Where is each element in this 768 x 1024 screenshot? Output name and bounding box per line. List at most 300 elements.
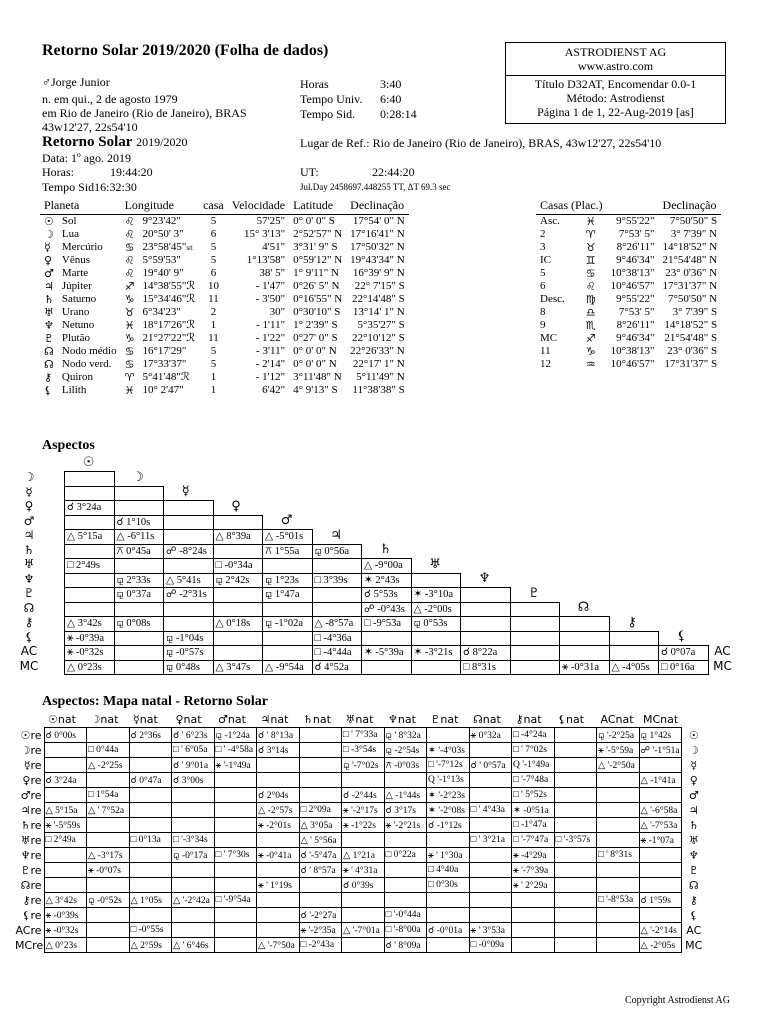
natal-aspect-cell: □ 2°49a xyxy=(44,833,87,848)
natal-aspect-cell: ⚼ -0°17a xyxy=(172,848,215,863)
positions-header: Longitude xyxy=(121,198,200,215)
aspect-cell: △ 3°42s xyxy=(64,616,115,632)
natal-aspect-cell: □ ' 7°02s xyxy=(512,743,555,758)
declination: 17°50'32" N xyxy=(350,241,405,253)
aspect-cell: ☌ 0°07a xyxy=(658,645,709,661)
aspect-cell: ⚼ 0°53s xyxy=(411,616,462,632)
natal-row-label: ☿re xyxy=(23,758,42,772)
house-label: 8 xyxy=(540,306,546,318)
return-tsid: Tempo Sid16:32:30 xyxy=(42,180,137,194)
natal-aspect-cell: □ -1°47a xyxy=(512,818,555,833)
sign-icon: ♑ xyxy=(124,293,135,306)
house-row xyxy=(536,332,721,345)
planet-row xyxy=(40,215,409,229)
house: 5 xyxy=(210,241,217,253)
house-longitude: 7°53' 5" xyxy=(618,306,655,318)
aspect-row-icon: ♇ xyxy=(23,586,35,600)
natal-aspect-cell: □ '-7°48a xyxy=(512,773,555,788)
natal-aspect-cell xyxy=(214,923,257,938)
natal-aspect-cell: ☌ 0°00s xyxy=(44,728,87,743)
latitude: 3°11'48" N xyxy=(293,371,342,383)
aspect-cell: △ 3°47s xyxy=(213,660,264,676)
natal-aspect-cell xyxy=(512,923,555,938)
natal-aspect-cell xyxy=(214,773,257,788)
longitude: 17°33'37" xyxy=(142,358,187,370)
sign-icon: ♌ xyxy=(124,267,135,280)
julian-day: Jul.Day 2458697.448255 TT, ΔT 69.3 sec xyxy=(300,182,451,192)
speed: - 2'14" xyxy=(255,358,286,370)
natal-aspect-cell: △ '-7°01a xyxy=(342,923,385,938)
natal-aspect-cell: ☌ 3°17s xyxy=(384,803,427,818)
positions-header: Planeta xyxy=(40,198,121,215)
aspect-cell xyxy=(312,558,363,574)
aspect-cell xyxy=(411,660,462,676)
natal-aspect-cell: ☌ 0°39s xyxy=(342,878,385,893)
aspect-cell xyxy=(460,616,511,632)
natal-aspect-cell xyxy=(87,908,130,923)
planet-row xyxy=(40,280,409,293)
natal-row xyxy=(14,908,706,923)
natal-aspect-cell xyxy=(299,728,342,743)
declination: 22°14'48" S xyxy=(351,293,405,305)
natal-aspect-cell: △ -2°05s xyxy=(639,938,682,953)
natal-aspect-cell xyxy=(554,803,597,818)
house-label: 12 xyxy=(540,358,551,370)
return-ut-label: UT: xyxy=(300,165,319,179)
natal-aspect-cell xyxy=(172,863,215,878)
aspect-cell xyxy=(114,645,165,661)
declination: 19°43'34" N xyxy=(350,254,405,266)
aspect-cell xyxy=(163,515,214,531)
house-row xyxy=(536,215,721,229)
return-title xyxy=(42,134,188,151)
speed: 30" xyxy=(269,306,286,318)
house: 10 xyxy=(207,280,219,292)
natal-aspect-cell: △ -1°44s xyxy=(384,788,427,803)
page-title: Retorno Solar 2019/2020 (Folha de dados) xyxy=(42,42,329,59)
natal-aspect-cell xyxy=(129,803,172,818)
houses-header xyxy=(607,198,659,215)
natal-aspect-cell xyxy=(384,863,427,878)
aspect-column-header-icon: ☿ xyxy=(181,484,190,499)
natal-aspect-cell xyxy=(214,788,257,803)
natal-aspect-cell: Q '-1°49a xyxy=(512,758,555,773)
house: 5 xyxy=(210,358,217,370)
planet-name: Vênus xyxy=(61,254,90,266)
natal-horas-label: Horas xyxy=(300,77,329,91)
house-row xyxy=(536,358,721,371)
natal-aspect-cell: ☌ ' 8°13a xyxy=(257,728,300,743)
sign-icon: ♒ xyxy=(585,358,596,371)
house-row xyxy=(536,293,721,306)
aspect-cell: ⚼ -1°02a xyxy=(262,616,313,632)
sign-icon: ♌ xyxy=(124,215,135,228)
house-label: 5 xyxy=(540,267,546,279)
natal-aspect-cell xyxy=(214,878,257,893)
latitude: 0° 0' 0" N xyxy=(293,358,337,370)
aspect-row-icon: AC xyxy=(20,644,38,658)
natal-aspect-cell: ⚼ '-2°25a xyxy=(597,728,640,743)
natal-row xyxy=(14,923,706,938)
natal-aspect-cell: ⚹ '-5°59a xyxy=(597,743,640,758)
sign-icon: ♓ xyxy=(585,215,596,228)
house: 1 xyxy=(210,319,217,331)
house-declination: 21°54'48" N xyxy=(662,254,718,266)
aspect-cell: ⚻ 0°45a xyxy=(114,544,165,560)
aspect-cell: ⚼ 0°56a xyxy=(312,544,363,560)
sign-icon: ♈ xyxy=(585,228,596,241)
aspect-cell: △ 5°15a xyxy=(64,529,115,545)
natal-aspect-cell: ☌ 1°59s xyxy=(639,893,682,908)
aspect-column-header-icon: ♄ xyxy=(379,542,392,557)
natal-aspect-cell xyxy=(172,803,215,818)
natal-aspect-cell: ☍ '-1°51a xyxy=(639,743,682,758)
aspect-cell: ⚹ -0°39a xyxy=(64,631,115,647)
house-declination: 3° 7'39" S xyxy=(672,306,718,318)
aspect-cell xyxy=(213,544,264,560)
planet-row xyxy=(40,384,409,397)
latitude: 0° 0' 0" S xyxy=(293,215,335,227)
aspect-column-header-icon: ⚸ xyxy=(676,629,687,644)
aspect-cell xyxy=(64,602,115,618)
natal-aspect-cell xyxy=(597,773,640,788)
aspect-cell: ✶ 2°43s xyxy=(361,573,412,589)
aspect-cell: △ -5°01s xyxy=(262,529,313,545)
house-label: 6 xyxy=(540,280,546,292)
planet-name: Lua xyxy=(61,228,79,240)
sign-icon: ♋ xyxy=(124,345,135,358)
longitude: 23°58'45"ₛₜ xyxy=(142,241,193,253)
natal-aspect-cell xyxy=(129,878,172,893)
aspect-column-header-icon: ♇ xyxy=(528,585,540,601)
planet-name: Saturno xyxy=(61,293,97,305)
houses-header: Casas (Plac.) xyxy=(536,198,607,215)
longitude: 16°17'29" xyxy=(142,345,187,357)
return-title-year: 2019/2020 xyxy=(136,135,188,149)
longitude: 5°41'48"ℛ xyxy=(142,371,190,383)
natal-aspect-cell xyxy=(639,788,682,803)
natal-tu-label: Tempo Univ. xyxy=(300,92,363,106)
house-longitude: 9°46'34" xyxy=(616,254,655,266)
planet-icon: ☉ xyxy=(44,215,54,228)
declination: 5°35'27" S xyxy=(357,319,405,331)
planet-icon: ⚷ xyxy=(44,371,53,384)
planet-icon: ♆ xyxy=(44,319,54,332)
natal-aspect-cell xyxy=(639,863,682,878)
aspect-column-header-icon: ♂ xyxy=(280,513,293,528)
natal-aspect-cell xyxy=(469,878,512,893)
aspect-cell xyxy=(213,631,264,647)
house-declination: 3° 7'39" N xyxy=(670,228,718,240)
sign-icon: ♑ xyxy=(585,345,596,358)
planet-icon: ♃ xyxy=(44,280,54,293)
natal-aspect-cell xyxy=(384,893,427,908)
house-longitude: 8°26'11" xyxy=(616,241,655,253)
aspect-cell xyxy=(510,602,561,618)
latitude: 0°16'55" N xyxy=(293,293,343,305)
natal-aspect-cell: △ -2°25s xyxy=(87,758,130,773)
natal-aspect-cell xyxy=(129,758,172,773)
natal-aspect-cell xyxy=(87,878,130,893)
house: 6 xyxy=(210,267,217,279)
sign-icon: ♓ xyxy=(124,384,135,397)
sign-icon: ♐ xyxy=(585,332,596,345)
natal-aspect-cell xyxy=(554,938,597,953)
natal-row xyxy=(14,848,706,863)
natal-aspect-cell xyxy=(342,893,385,908)
natal-aspect-cell: ☌ -0°01a xyxy=(427,923,470,938)
aspect-cell: ☌ 8°22a xyxy=(460,645,511,661)
latitude: 1° 2'39" S xyxy=(293,319,338,331)
aspect-cell xyxy=(460,631,511,647)
natal-row-right-icon: ☽ xyxy=(688,743,699,757)
natal-aspect-cell: □ -0°55s xyxy=(129,923,172,938)
aspect-cell xyxy=(262,558,313,574)
natal-row-label: ☊re xyxy=(20,878,42,892)
natal-column-header: ⚸nat xyxy=(558,713,585,726)
aspect-cell: △ 0°18s xyxy=(213,616,264,632)
return-horas-label: Horas: xyxy=(42,165,74,179)
natal-row xyxy=(14,893,706,908)
natal-aspect-cell: □ -0°09a xyxy=(469,938,512,953)
sign-icon: ♓ xyxy=(124,319,135,332)
natal-column-header: ♅nat xyxy=(345,713,374,726)
aspect-cell: ⚼ -1°04s xyxy=(163,631,214,647)
company-url[interactable]: www.astro.com xyxy=(577,59,654,73)
house-row xyxy=(536,228,721,241)
return-ut: 22:44:20 xyxy=(372,165,415,179)
house-longitude: 10°46'57" xyxy=(610,280,655,292)
house-declination: 21°54'48" S xyxy=(664,332,718,344)
natal-aspect-cell xyxy=(597,818,640,833)
aspect-cell xyxy=(411,573,462,589)
declination: 13°14' 1" N xyxy=(352,306,405,318)
aspect-row-icon: MC xyxy=(19,658,39,673)
natal-aspect-cell: ⚹ 0°32a xyxy=(469,728,512,743)
natal-aspect-cell xyxy=(554,878,597,893)
natal-aspect-cell: ☌ ' 8°09a xyxy=(384,938,427,953)
natal-aspect-cell: ☌ ' 9°01a xyxy=(172,758,215,773)
positions-header: casa xyxy=(199,198,228,215)
natal-aspect-cell xyxy=(469,743,512,758)
aspect-cell xyxy=(559,616,610,632)
declination: 22°17' 1" N xyxy=(352,358,405,370)
sign-icon: ♌ xyxy=(124,228,135,241)
natal-aspect-cell xyxy=(44,743,87,758)
natal-row-right-icon: ♀ xyxy=(689,773,698,787)
natal-aspect-cell xyxy=(214,908,257,923)
planet-icon: ♄ xyxy=(44,293,54,306)
natal-aspect-cell xyxy=(44,878,87,893)
natal-aspect-cell: △ ' 6°46s xyxy=(172,938,215,953)
aspect-cell xyxy=(64,587,115,603)
house-longitude: 10°46'57" xyxy=(610,358,655,370)
house-row xyxy=(536,345,721,358)
aspect-cell xyxy=(114,500,165,516)
planet-name: Mercúrio xyxy=(61,241,103,253)
natal-aspect-cell xyxy=(512,938,555,953)
natal-aspect-cell: ⚹ '-1°49a xyxy=(214,758,257,773)
declination: 17°54' 0" N xyxy=(352,215,405,227)
house-longitude: 9°55'22" xyxy=(616,215,655,227)
natal-aspect-cell xyxy=(384,833,427,848)
page-info: Página 1 de 1, 22-Aug-2019 [as] xyxy=(537,105,694,119)
aspect-cell: ✶ -3°21s xyxy=(411,645,462,661)
planet-icon: ☊ xyxy=(44,345,54,358)
natal-aspect-cell: ⚹ '-2°17s xyxy=(342,803,385,818)
natal-aspect-cell xyxy=(469,788,512,803)
latitude: 1° 9'11" N xyxy=(293,267,339,279)
planet-name: Lilith xyxy=(61,384,87,396)
aspect-cell: △ 5°41s xyxy=(163,573,214,589)
aspect-column-header-icon: ♃ xyxy=(330,527,342,543)
natal-aspect-cell xyxy=(384,773,427,788)
speed: - 1'12" xyxy=(255,371,286,383)
natal-row-right-icon: ♇ xyxy=(688,863,699,877)
natal-row-label: ☉re xyxy=(20,728,42,742)
longitude: 5°59'53" xyxy=(142,254,181,266)
natal-aspect-cell xyxy=(342,908,385,923)
natal-aspect-cell xyxy=(214,833,257,848)
planet-icon: ☊ xyxy=(44,358,54,371)
house-longitude: 7°53' 5" xyxy=(618,228,655,240)
aspect-cell xyxy=(64,573,115,589)
natal-aspect-cell xyxy=(342,773,385,788)
natal-row-right-icon: ♅ xyxy=(688,833,699,847)
house-longitude: 10°38'13" xyxy=(610,345,655,357)
natal-aspect-cell: □ ' 5°52s xyxy=(512,788,555,803)
planet-name: Sol xyxy=(61,215,77,227)
aspect-cell: □ 2°49s xyxy=(64,558,115,574)
sign-icon: ♈ xyxy=(124,371,135,384)
birth-date: n. em qui., 2 de agosto 1979 xyxy=(42,92,178,106)
natal-aspect-cell xyxy=(554,743,597,758)
aspect-cell xyxy=(114,631,165,647)
planet-name: Júpiter xyxy=(61,280,92,292)
aspect-cell xyxy=(64,544,115,560)
speed: 57'25" xyxy=(256,215,286,227)
natal-aspect-cell xyxy=(469,848,512,863)
house-label: 11 xyxy=(540,345,551,357)
planet-icon: ⚸ xyxy=(44,384,53,397)
sign-icon: ♍ xyxy=(585,293,596,306)
natal-aspect-cell xyxy=(597,908,640,923)
natal-aspect-cell: ⚼ ' 8°32a xyxy=(384,728,427,743)
natal-aspect-cell xyxy=(554,923,597,938)
latitude: 3°31' 9" S xyxy=(293,241,338,253)
speed: 1°13'58" xyxy=(246,254,286,266)
planet-icon: ♅ xyxy=(44,306,54,319)
natal-aspect-cell: ✶ -0°51a xyxy=(512,803,555,818)
house-label: IC xyxy=(540,254,551,266)
aspect-cell xyxy=(559,645,610,661)
title-code: Título D32AT, Encomendar 0.0-1 xyxy=(534,77,697,91)
natal-aspect-cell xyxy=(639,908,682,923)
house-declination: 23° 0'36" N xyxy=(665,267,718,279)
planet-name: Urano xyxy=(61,306,90,318)
natal-aspect-cell xyxy=(299,878,342,893)
aspect-cell xyxy=(510,631,561,647)
natal-row-label: ☽re xyxy=(20,743,42,757)
aspect-row-icon: ♀ xyxy=(24,499,34,513)
natal-aspect-cell xyxy=(512,908,555,923)
natal-aspect-cell xyxy=(129,848,172,863)
sign-icon: ♋ xyxy=(585,267,596,280)
natal-column-header: ♄nat xyxy=(303,713,331,726)
planet-icon: ☿ xyxy=(44,241,51,254)
natal-aspect-cell xyxy=(257,758,300,773)
natal-aspect-cell xyxy=(129,743,172,758)
natal-tsid: 0:28:14 xyxy=(380,107,417,121)
natal-aspect-cell: □ '-8°00a xyxy=(384,923,427,938)
sign-icon: ♊ xyxy=(585,254,596,267)
natal-aspect-cell: ⚹ -2°01s xyxy=(257,818,300,833)
natal-aspect-cell: ⚼ -0°52s xyxy=(87,893,130,908)
natal-aspect-cell xyxy=(384,878,427,893)
natal-aspect-cell: ⚹ -0°07s xyxy=(87,863,130,878)
return-title-bold: Retorno Solar xyxy=(42,134,133,150)
house-longitude: 8°26'11" xyxy=(616,319,655,331)
natal-aspect-cell: ⚹ '-2°35a xyxy=(299,923,342,938)
natal-aspect-cell: ⚼ -1°24a xyxy=(214,728,257,743)
natal-aspect-cell xyxy=(427,833,470,848)
natal-aspect-cell: □ '-9°54a xyxy=(214,893,257,908)
natal-aspect-cell: ⚹ -0°39s xyxy=(44,908,87,923)
speed: - 1'47" xyxy=(255,280,286,292)
natal-row-label: ♇re xyxy=(20,863,42,877)
house-longitude: 9°55'22" xyxy=(616,293,655,305)
longitude: 19°40' 9" xyxy=(142,267,184,279)
aspect-cell: △ -8°57a xyxy=(312,616,363,632)
natal-aspect-cell: ☌ -2°44s xyxy=(342,788,385,803)
house-declination: 14°18'52" S xyxy=(664,319,718,331)
natal-row-right-icon: ♂ xyxy=(688,788,699,802)
aspect-cell xyxy=(262,602,313,618)
aspect-cell: △ 8°39a xyxy=(213,529,264,545)
natal-aspect-cell: ⚻ -0°03s xyxy=(384,758,427,773)
natal-aspect-cell: ⚹ ' 1°19s xyxy=(257,878,300,893)
natal-aspect-cell xyxy=(554,863,597,878)
sign-icon: ♋ xyxy=(124,241,135,254)
natal-aspect-cell: ⚹ ' 3°53a xyxy=(469,923,512,938)
natal-aspect-cell: □ '-3°57s xyxy=(554,833,597,848)
natal-column-header: ☊nat xyxy=(473,713,501,726)
aspect-cell xyxy=(510,645,561,661)
aspect-right-label: MC xyxy=(713,658,732,673)
natal-column-header: ⚷nat xyxy=(515,713,542,726)
natal-aspect-cell: Q '-1°13s xyxy=(427,773,470,788)
aspect-cell: △ -6°11s xyxy=(114,529,165,545)
aspect-cell: ☌ 3°24a xyxy=(64,500,115,516)
planet-row xyxy=(40,306,409,319)
natal-aspect-cell: □ 0°30s xyxy=(427,878,470,893)
house: 11 xyxy=(208,332,219,344)
natal-aspect-cell xyxy=(44,758,87,773)
aspect-cell: ⚼ 2°42s xyxy=(213,573,264,589)
corner xyxy=(14,712,44,728)
natal-aspect-cell: △ '-7°53a xyxy=(639,818,682,833)
declination: 5°11'49" N xyxy=(356,371,405,383)
natal-aspect-cell xyxy=(257,923,300,938)
natal-aspect-cell: ⚹ ' 1°30a xyxy=(427,848,470,863)
sign-icon: ♋ xyxy=(124,358,135,371)
natal-row xyxy=(14,803,706,818)
natal-row-label: ♀re xyxy=(22,773,42,787)
natal-aspect-cell: △ '-2°42a xyxy=(172,893,215,908)
speed: - 3'50" xyxy=(255,293,286,305)
speed: 6'42" xyxy=(262,384,286,396)
aspect-row-icon: ☿ xyxy=(25,484,33,499)
